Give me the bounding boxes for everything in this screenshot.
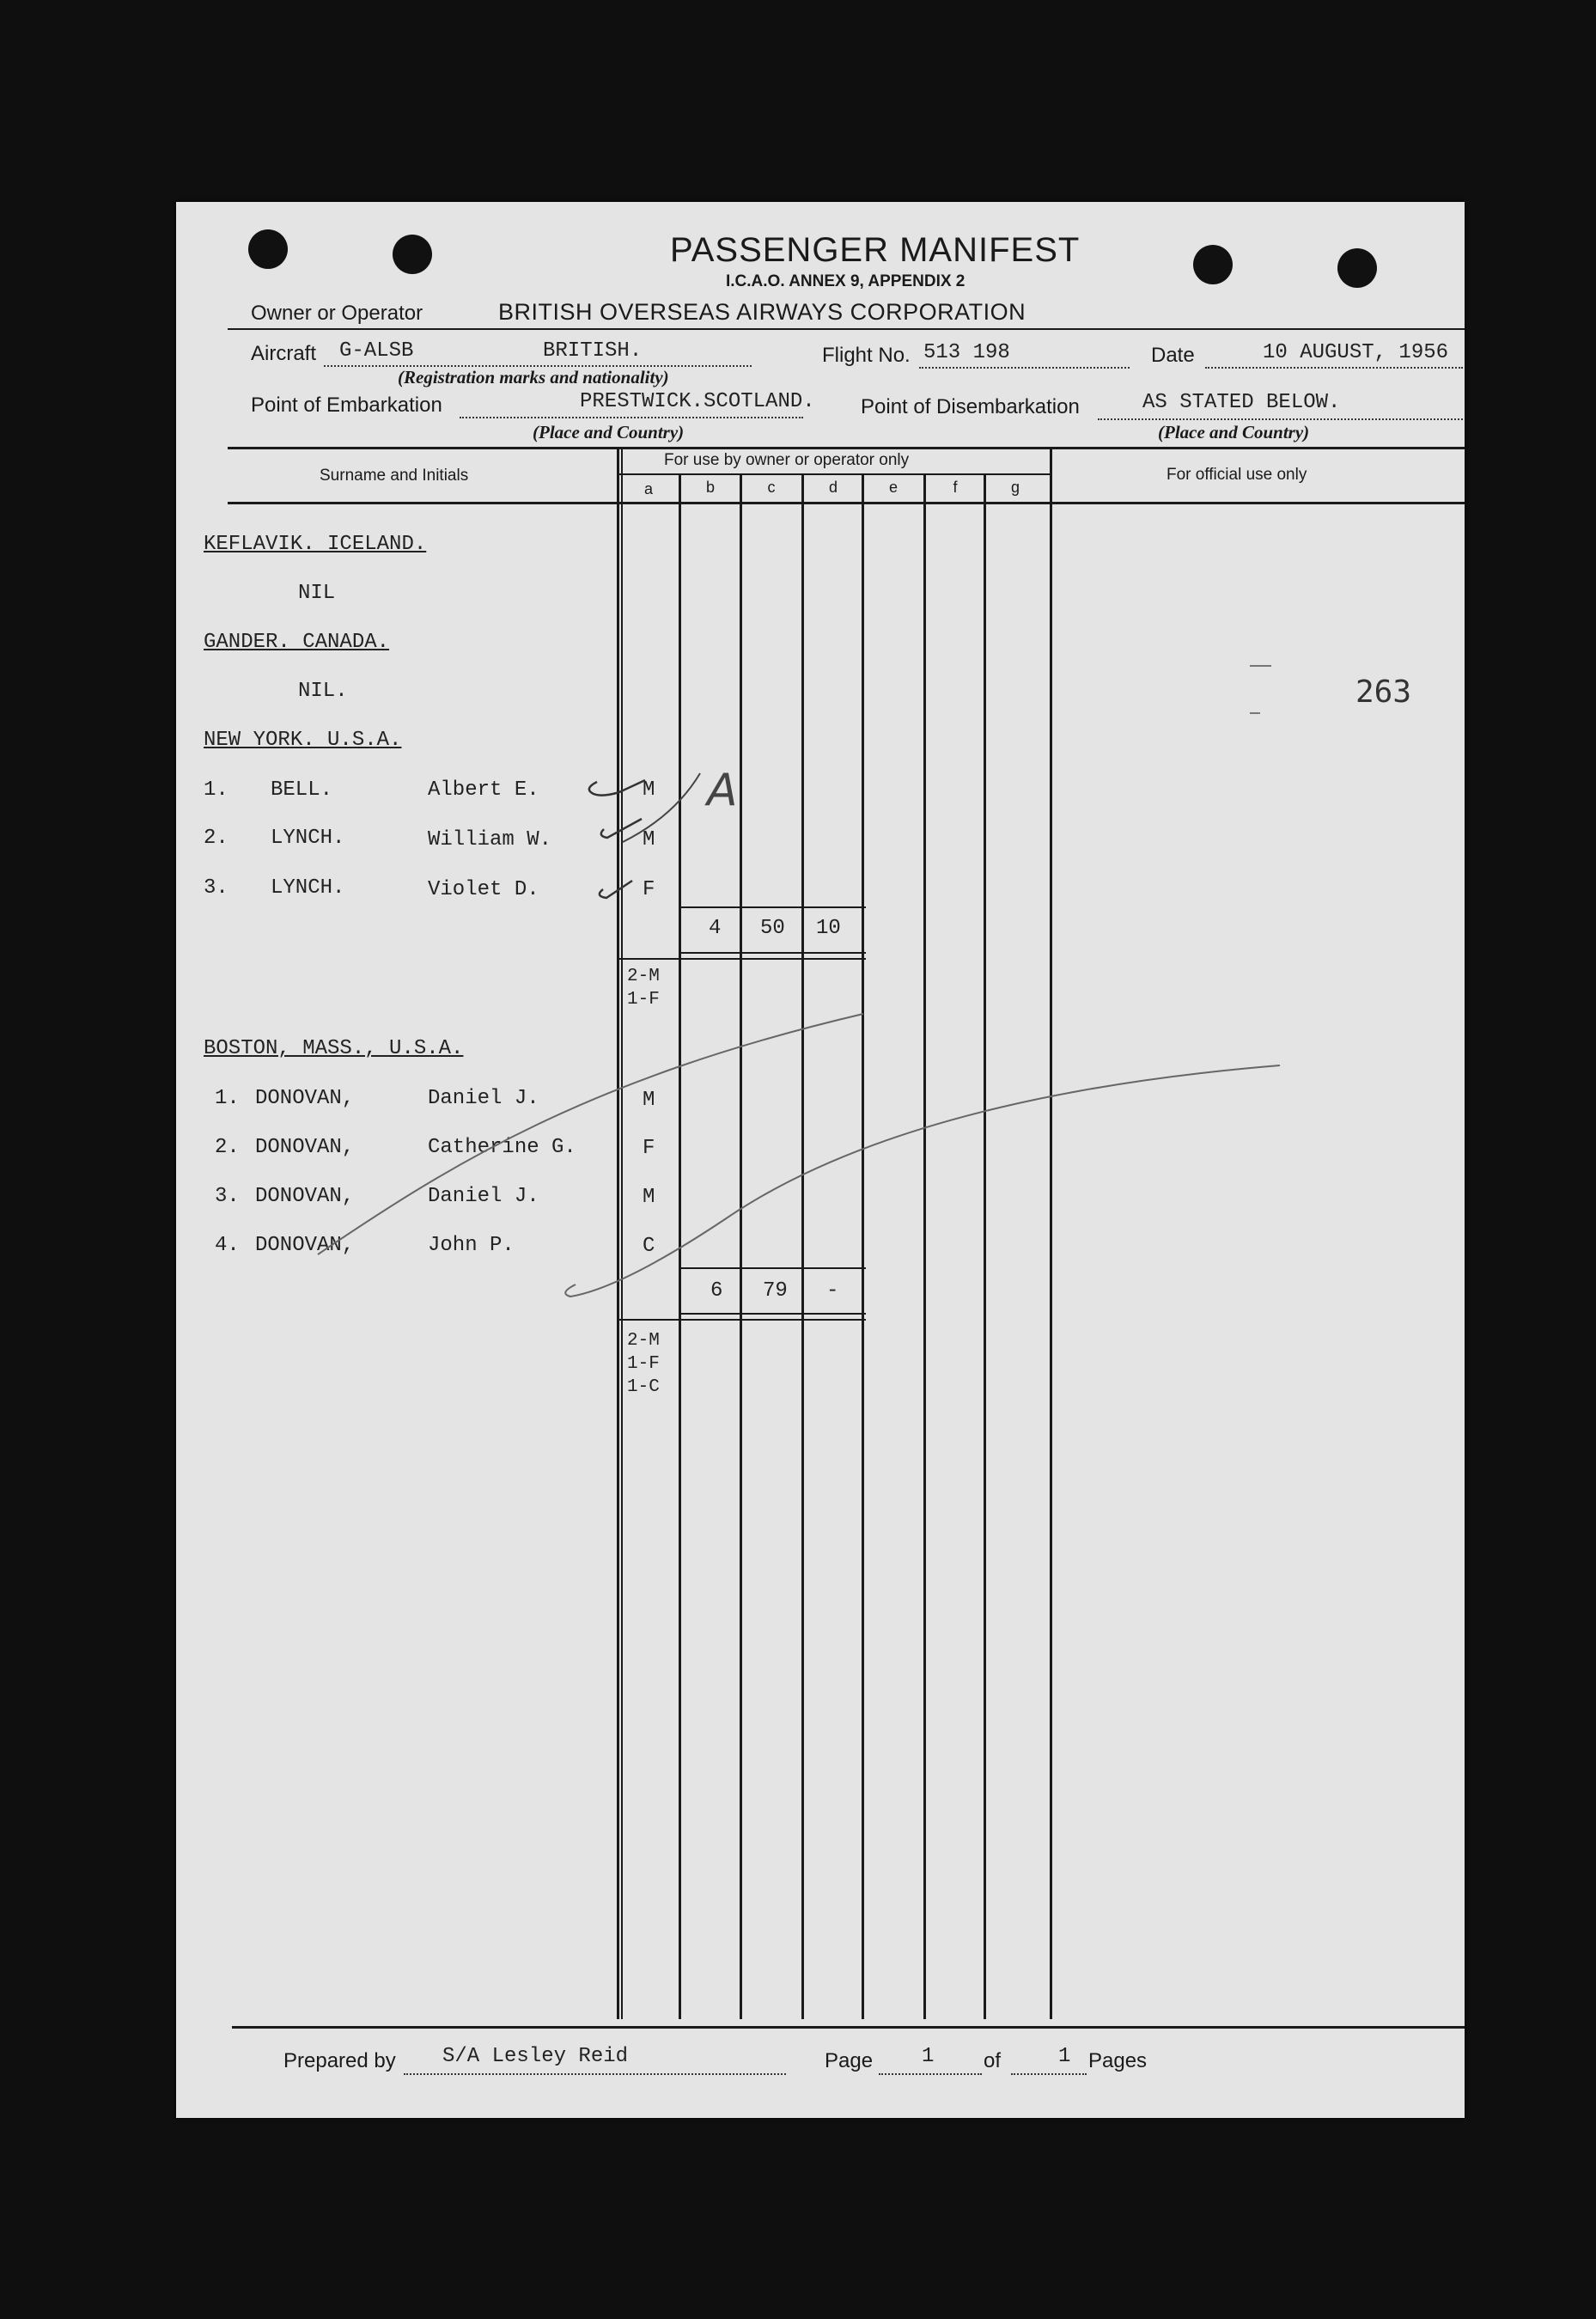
page-label: Page (825, 2049, 874, 2072)
list-item: 3. (204, 876, 228, 900)
embarkation-value: PRESTWICK.SCOTLAND. (580, 390, 815, 413)
column-f-header: f (953, 479, 958, 496)
newyork-summary-female: 1-F (627, 990, 660, 1010)
of-label: of (984, 2049, 1002, 2072)
passenger-surname: DONOVAN, (255, 1185, 355, 1208)
flight-date: 10 AUGUST, 1956 (1263, 341, 1449, 364)
boston-total-c: 79 (763, 1279, 788, 1303)
handwritten-mark: A (707, 765, 738, 816)
passenger-given-name: William W. (428, 828, 552, 851)
passenger-surname: LYNCH. (271, 876, 345, 900)
newyork-total-c: 50 (760, 917, 785, 940)
column-g-header: g (1010, 479, 1020, 496)
embarkation-caption: (Place and Country) (533, 422, 685, 442)
embarkation-label: Point of Embarkation (251, 394, 442, 417)
aircraft-nationality: BRITISH. (543, 339, 643, 363)
list-item: 2. (204, 827, 228, 850)
list-item: 1. (215, 1087, 240, 1110)
boston-total-d: - (826, 1279, 839, 1303)
disembarkation-caption: (Place and Country) (1158, 422, 1310, 442)
official-use-header: For official use only (1167, 466, 1307, 484)
passenger-sex: M (643, 1089, 655, 1112)
passenger-given-name: Albert E. (428, 778, 539, 802)
newyork-total-d: 10 (816, 917, 841, 940)
aircraft-label: Aircraft (251, 342, 317, 365)
list-item: 3. (215, 1185, 240, 1208)
passenger-given-name: Catherine G. (428, 1136, 576, 1159)
pencil-strokes (176, 202, 1465, 2118)
form-subtitle: I.C.A.O. ANNEX 9, APPENDIX 2 (726, 272, 966, 290)
operator-use-header: For use by owner or operator only (664, 451, 910, 469)
list-item: 4. (215, 1234, 240, 1257)
section-gander-nil: NIL. (298, 680, 348, 703)
manifest-sheet (176, 202, 1465, 2118)
column-e-header: e (888, 479, 898, 496)
passenger-surname: DONOVAN, (255, 1087, 355, 1110)
newyork-total-b: 4 (709, 917, 722, 940)
prepared-by-value: S/A Lesley Reid (442, 2045, 629, 2068)
section-gander-heading: GANDER. CANADA. (204, 631, 390, 654)
passenger-given-name: Daniel J. (428, 1185, 539, 1208)
boston-total-b: 6 (710, 1279, 723, 1303)
boston-summary-female: 1-F (627, 1354, 660, 1374)
passenger-surname: DONOVAN, (255, 1136, 355, 1159)
form-title: PASSENGER MANIFEST (670, 231, 1081, 269)
section-newyork-heading: NEW YORK. U.S.A. (204, 729, 402, 752)
owner-label: Owner or Operator (251, 302, 423, 325)
column-a-header: a (643, 480, 653, 497)
pages-label: Pages (1088, 2049, 1148, 2072)
passenger-sex: M (643, 1186, 655, 1209)
list-item: 2. (215, 1136, 240, 1159)
page-total: 1 (1058, 2045, 1071, 2068)
passenger-sex: F (643, 878, 655, 901)
column-c-header: c (767, 479, 776, 496)
passenger-surname: LYNCH. (271, 827, 345, 850)
page-number: 1 (922, 2045, 935, 2068)
passenger-sex: M (643, 828, 655, 851)
flight-label: Flight No. (822, 344, 911, 367)
surname-header: Surname and Initials (320, 467, 469, 485)
passenger-given-name: John P. (428, 1234, 515, 1257)
passenger-sex: C (643, 1235, 655, 1258)
list-item: 1. (204, 778, 228, 802)
passenger-sex: F (643, 1137, 655, 1160)
newyork-summary-male: 2-M (627, 967, 660, 986)
column-d-header: d (828, 479, 838, 496)
passenger-surname: DONOVAN, (255, 1234, 355, 1257)
boston-summary-child: 1-C (627, 1377, 660, 1397)
disembarkation-label: Point of Disembarkation (861, 395, 1080, 418)
passenger-surname: BELL. (271, 778, 333, 802)
passenger-given-name: Daniel J. (428, 1087, 539, 1110)
footer-rule (232, 2026, 1465, 2029)
aircraft-registration: G-ALSB (339, 339, 414, 363)
owner-value: BRITISH OVERSEAS AIRWAYS CORPORATION (498, 299, 1026, 325)
passenger-given-name: Violet D. (428, 878, 539, 901)
disembarkation-value: AS STATED BELOW. (1142, 391, 1341, 414)
stamped-page-number: 263 (1355, 674, 1412, 710)
section-keflavik-heading: KEFLAVIK. ICELAND. (204, 533, 427, 556)
date-label: Date (1151, 344, 1195, 367)
column-b-header: b (705, 479, 715, 496)
section-boston-heading: BOSTON, MASS., U.S.A. (204, 1037, 464, 1060)
registration-caption: (Registration marks and nationality) (398, 367, 669, 388)
flight-number: 513 198 (923, 341, 1010, 364)
passenger-sex: M (643, 778, 655, 802)
section-keflavik-nil: NIL (298, 582, 336, 605)
boston-summary-male: 2-M (627, 1331, 660, 1351)
prepared-by-label: Prepared by (283, 2049, 396, 2072)
